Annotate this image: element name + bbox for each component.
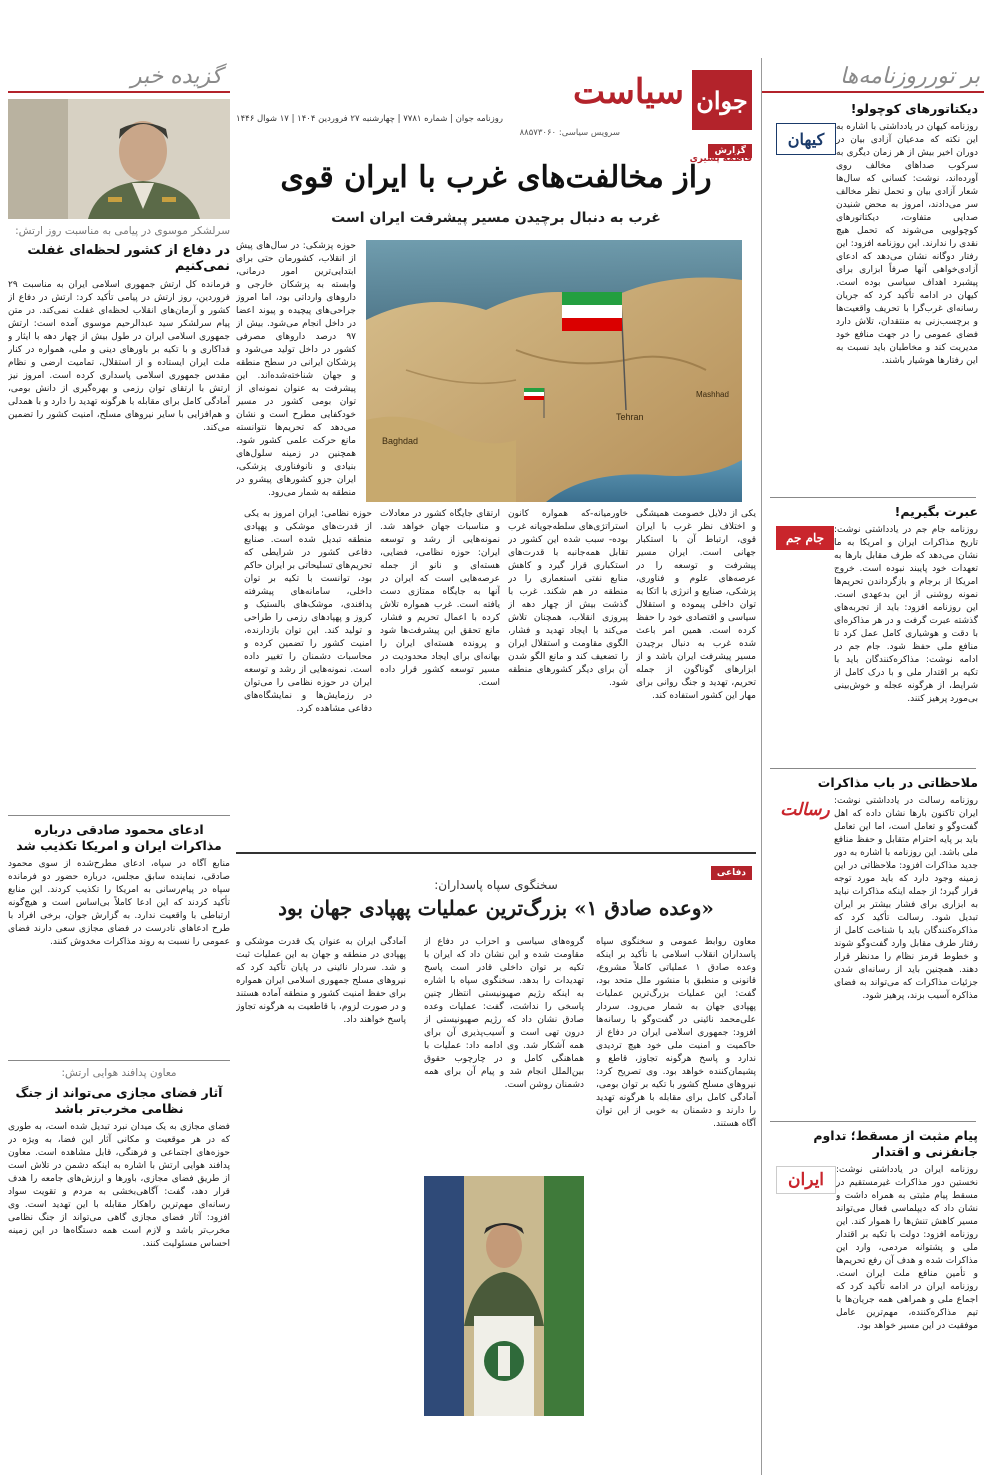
left-story-1-title: در دفاع از کشور لحظه‌ای غفلت نمی‌کنیم <box>27 243 230 274</box>
masthead-section: سیاست <box>573 72 684 112</box>
portrait-illustration <box>8 99 230 219</box>
spokesman-illustration <box>424 1176 584 1416</box>
lead-col-4 <box>508 508 628 838</box>
right-story-4 <box>762 1128 984 1414</box>
right-story-2 <box>762 504 984 762</box>
right-story-3-body: روزنامه رسالت در یادداشتی نوشت: ایران تاکنون بارها نشان داده که اهل گفت‌وگو و تعامل است، اما این تعامل باید بر پایه احترام متقابل و حفظ منافع ملی باشد. این روزنامه با اشاره به دور جدید مذاکرات افزود: ملاحظاتی در این زمینه وجود دارد که باید مورد توجه قرار گیرد؛ از جمله اینکه مذاکرات نباید به ابزاری برای فشار بیشتر بر ایران تبدیل شود. رسالت تأکید کرد که مذاکره‌کنندگان باید با شناخت کامل از رفتار طرف مقابل وارد گفت‌وگو شوند و خطوط قرمز نظام را مدنظر قرار دهند. همچنین باید از رسانه‌ای شدن جزئیات مذاکرات که می‌تواند به فضای مذاکره آسیب بزند، پرهیز شود. <box>834 796 978 1001</box>
right-column-title: بر تورروزنامه‌ها <box>762 58 984 93</box>
map-label-baghdad: Baghdad <box>382 436 419 446</box>
right-story-2-body: روزنامه جام جم در یادداشتی نوشت: تاریخ مذاکرات ایران و امریکا به ما نشان می‌دهد که طرف مقابل بارها به تعهدات خود پایبند نبوده است. خروج امریکا از برجام و بازگرداندن تحریم‌ها نمونه روشنی از این بدعهدی است. این روزنامه افزود: باید از تجربه‌های گذشته عبرت گرفت و در هر مذاکره‌ای با دقت و هوشیاری کامل عمل کرد تا منافع ملی حفظ شود. جام جم در ادامه نوشت: مذاکره‌کنندگان باید با تکیه بر اقتدار ملی و با درک کامل از شرایط، از هرگونه عجله و خوش‌بینی بی‌مورد پرهیز کنند. <box>834 525 978 704</box>
lead-lower-cols <box>236 508 756 838</box>
report-tag-label: گزارش <box>708 144 752 158</box>
lead-col-2 <box>244 508 372 838</box>
lead-col-3 <box>380 508 500 838</box>
lead-col-5-text: یکی از دلایل خصومت همیشگی و اختلاف نظر غرب با ایران قوی، ارتباط آن با استکبار جهانی است. ایران مسیر پیشرفت و توسعه را در عرصه‌های علوم و فناوری، پزشکی، صنایع و انرژی با اتکا به توان داخلی پیموده و استقلال سیاسی و اقتصادی خود را حفظ کرده است. همین امر باعث شده غرب به دنبال برچیدن مسیر پیشرفت ایران باشد و از ابزارهای گوناگون از جمله تحریم، تهدید و جنگ روانی برای مهار این کشور استفاده کند. <box>636 509 756 701</box>
right-story-1-body: روزنامه کیهان در یادداشتی با اشاره به این نکته که مدعیان آزادی بیان در دوران اخیر بیش از هر زمان دیگری به سرکوب صداهای مخالف روی آورده‌اند، نوشت: کسانی که سال‌ها شعار آزادی بیان و تحمل نظر مخالف سر می‌دادند، امروز به محض شنیدن صدایی متفاوت، دیکتاتورهای کوچولویی می‌شوند که تحمل هیچ نقدی را ندارند. این روزنامه افزود: این رفتار دوگانه نشان می‌دهد که ادعای آزادی‌خواهی آنها صرفاً ابزاری برای پیشبرد اهداف سیاسی بوده است. کیهان در ادامه تأکید کرد که جریان رسانه‌ای غرب‌گرا با تحریف واقعیت‌ها و برچسب‌زنی به منتقدان، تلاش دارد فضای عمومی را در جهت منافع خود مدیریت کند و مخاطبان باید نسبت به این رفتارها هوشیار باشند. <box>836 122 978 366</box>
lead-col-5 <box>636 508 756 838</box>
mid-story-tag-wrap <box>711 860 752 880</box>
mid-story-headline: «وعده صادق ۱» بزرگ‌ترین عملیات پهپادی جهان بود <box>278 896 714 920</box>
masthead-logo <box>692 70 752 130</box>
lead-col-1-text: حوزه پزشکی: در سال‌های پیش از انقلاب، کشورمان حتی برای ابتدایی‌ترین امور درمانی، وابسته به پزشکان خارجی و داروهای وارداتی بود، اما امروز جراحی‌های پیچیده و پیوند اعضا در داخل انجام می‌شود. بیش از ۹۷ درصد داروهای مصرفی کشور در داخل تولید می‌شود و پزشکان ایرانی در سطح منطقه و جهان شناخته‌شده‌اند. این پیشرفت به عنوان نمونه‌ای از توان بومی کشور در مسیر خودکفایی مطرح است و نشان می‌دهد که تحریم‌ها نتوانسته مانع حرکت علمی کشور شود. همچنین در زمینه سلول‌های بنیادی و نانوفناوری پزشکی، ایران جزو کشورهای پیشرو در منطقه به شمار می‌رود. <box>236 241 356 498</box>
mid-col-3-text: آمادگی ایران به عنوان یک قدرت موشکی و پهپادی در منطقه و جهان به این عملیات ثبت و شد. سردار نائینی در پایان تأکید کرد که نیروهای مسلح جمهوری اسلامی ایران همواره برای حفظ امنیت کشور و منطقه آماده هستند و در صورت لزوم، با قاطعیت به هرگونه تجاوز پاسخ خواهند داد. <box>236 937 406 1025</box>
right-story-4-body: روزنامه ایران در یادداشتی نوشت: نخستین دور مذاکرات غیرمستقیم در مسقط پیام مثبتی به همراه داشت و نشان داد که دیپلماسی فعال می‌تواند مسیر کاهش تنش‌ها را هموار کند. این روزنامه افزود: دولت با تکیه بر اقتدار ملی و پشتوانه مردمی، وارد این مذاکرات شده و هدف آن رفع تحریم‌ها و تأمین منافع ملت ایران است. روزنامه ایران در ادامه تأکید کرد که اجماع ملی و همراهی همه جریان‌ها با تیم مذاکره‌کننده، مهم‌ترین عامل موفقیت در این مسیر خواهد بود. <box>836 1165 978 1331</box>
masthead-info: روزنامه جوان | شماره ۷۷۸۱ | چهارشنبه ۲۷ فروردین ۱۴۰۴ | ۱۷ شوال ۱۴۴۶ <box>236 114 503 124</box>
mid-story <box>236 852 756 1419</box>
lead-subhead: غرب به دنبال برچیدن مسیر پیشرفت ایران است <box>331 210 661 226</box>
right-story-4-title: پیام مثبت از مسقط؛ تداوم جانفزنی و اقتدار <box>813 1128 978 1159</box>
lead-headline: راز مخالفت‌های غرب با ایران قوی <box>280 160 712 195</box>
resalat-logo <box>776 797 834 823</box>
resalat-logo-text: رسالت <box>780 800 830 820</box>
lead-col-4-text: خاورمیانه-که همواره کانون استراتژی‌های سلطه‌جویانه غرب بوده- سبب شده این کشور در تقابل همه‌جانبه با قدرت‌های استکباری قرار گیرد و کاهش منابع نفتی استعماری را در منطقه در هم شکند. غرب با گذشت بیش از چهار دهه از پیروزی انقلاب، همچنان تلاش می‌کند با ایجاد تهدید و فشار، الگوی مقاومت و استقلال ایران را تضعیف کند و مانع الگو شدن آن برای دیگر کشورهای منطقه شود. <box>508 509 628 688</box>
right-story-3 <box>762 775 984 1115</box>
divider <box>8 1060 230 1061</box>
divider <box>770 1121 976 1122</box>
mid-col-3 <box>236 936 406 1416</box>
left-column <box>8 58 230 1417</box>
left-story-3-title: آثار فضای مجازی می‌تواند از جنگ نظامی مخرب‌تر باشد <box>15 1085 223 1116</box>
lead-col-3-text: ارتقای جایگاه کشور در معادلات و مناسبات جهان خواهد شد. نمونه‌هایی از رشد و توسعه ایران: حوزه نظامی، فضایی، هسته‌ای و نانو از جمله عرصه‌هایی است که ایران در آنها به جایگاه ممتازی دست یافته است. غرب همواره تلاش کرده با اعمال تحریم و فشار، مانع تحقق این پیشرفت‌ها شود و پرونده هسته‌ای ایران را بهانه‌ای برای ایجاد محدودیت در مسیر توسعه کشور قرار داده است. <box>380 509 500 688</box>
kayhan-logo-text: کیهان <box>787 129 825 149</box>
right-story-1 <box>762 93 984 491</box>
map-illustration <box>366 240 742 502</box>
mid-story-kicker: سخنگوی سپاه پاسداران: <box>434 878 558 892</box>
divider <box>8 815 230 816</box>
right-story-3-title: ملاحظاتی در باب مذاکرات <box>817 775 978 790</box>
left-story-2-title: ادعای محمود صادقی درباره مذاکرات ایران و امریکا تکذیب شد <box>16 822 222 853</box>
masthead <box>236 70 756 164</box>
masthead-logo-text: جوان <box>696 85 748 115</box>
left-story-3-kicker: معاون پدافند هوایی ارتش: <box>61 1067 177 1079</box>
iran-logo-text: ایران <box>787 1170 825 1190</box>
mid-col-1 <box>596 936 756 1416</box>
lead-map-photo <box>366 240 742 502</box>
kayhan-logo <box>776 123 836 155</box>
map-label-mashhad: Mashhad <box>696 390 729 399</box>
left-story-1-body: فرمانده کل ارتش جمهوری اسلامی ایران به مناسبت ۲۹ فروردین، روز ارتش در پیامی تأکید کرد: ارتش در دفاع از کشور و آرمان‌های انقلاب لحظه‌ای غفلت نمی‌کند. در متن پیام سرلشکر سید عبدالرحیم موسوی آمده است: ارتش جمهوری اسلامی ایران در طول بیش از چهار دهه با ایثار و فداکاری و با تکیه بر باورهای دینی و ملی، همواره در کنار ملت ایران ایستاده و از استقلال، تمامیت ارضی و نظام مقدس جمهوری اسلامی پاسداری کرده است. امروز نیز ارتش با ارتقای توان رزمی و بهره‌گیری از دانش بومی، آمادگی کامل برای مقابله با هرگونه تهدید را دارد و با همدلی و هم‌افزایی با سایر نیروهای مسلح، امنیت کشور را تضمین می‌کند. <box>8 280 230 433</box>
masthead-service: سرویس سیاسی: ۸۸۵۷۳۰۶۰ <box>519 128 620 138</box>
spokesman-photo <box>424 1176 584 1416</box>
right-column <box>761 58 984 1475</box>
mid-col-2-text: گروه‌های سیاسی و احزاب در دفاع از مقاومت شده و این نشان داد که ایران با تکیه بر توان داخلی قادر است پاسخ تهدیدات را بدهد. سخنگوی سپاه با اشاره به اینکه رژیم صهیونیستی انتظار چنین پاسخی را نداشت، گفت: عملیات وعده صادق نشان داد که رژیم صهیونیستی از درون تهی است و آسیب‌پذیری آن برای همه آشکار شد. وی ادامه داد: عملیات با هماهنگی کامل و در چارچوب حقوق بین‌الملل انجام شد و پیام آن برای همه دشمنان روشن است. <box>424 937 584 1090</box>
right-story-2-title: عبرت بگیریم! <box>894 504 978 519</box>
divider <box>770 497 976 498</box>
jamejam-logo-text: جام جم <box>785 531 825 545</box>
center-area <box>236 0 756 1417</box>
mid-story-tag: دفاعی <box>711 866 752 880</box>
mid-col-1-text: معاون روابط عمومی و سخنگوی سپاه پاسداران انقلاب اسلامی با تأکید بر اینکه وعده صادق ۱ عملیاتی کاملاً مشروع، قانونی و منطبق با منشور ملل متحد بود، گفت: این عملیات بزرگ‌ترین عملیات پهپادی جهان به شمار می‌رود. سردار علی‌محمد نائینی در گفت‌وگو با رسانه‌ها افزود: جمهوری اسلامی ایران در دفاع از حاکمیت و امنیت ملی خود هیچ تردیدی ندارد و پاسخ هرگونه تجاوز، قاطع و پشیمان‌کننده خواهد بود. وی تصریح کرد: نیروهای مسلح کشور با تکیه بر توان بومی، آمادگی کامل برای مقابله با هرگونه تهدید را دارند و دشمنان به خوبی از این توان آگاه هستند. <box>596 937 756 1129</box>
army-commander-photo <box>8 99 230 219</box>
left-story-2-body: منابع آگاه در سپاه، ادعای مطرح‌شده از سوی محمود صادقی، نماینده سابق مجلس، درباره حضور دو فرمانده سپاه در پیام‌رسانی به امریکا را تکذیب کردند. این منابع تأکید کردند که این ادعا کاملاً بی‌اساس است و هیچ‌گونه ارتباطی با واقعیت ندارد. به گزارش جوان، برخی افراد با طرح ادعاهای نادرست در فضای مجازی سعی دارند فضای عمومی را نسبت به روند مذاکرات مخدوش کنند. <box>8 859 230 947</box>
lead-col-1 <box>236 240 356 502</box>
lead-col-2-text: حوزه نظامی: ایران امروز به یکی از قدرت‌های موشکی و پهپادی منطقه تبدیل شده است. صنایع دفاعی کشور در شرایطی که تحریم‌های تسلیحاتی بر ایران حاکم بود، توانست با تکیه بر توان داخلی، سامانه‌های پیشرفته پدافندی، موشک‌های بالستیک و کروز و پهپادهای رزمی را طراحی و تولید کند. این توان بازدارنده، امنیت کشور را تضمین کرده و محاسبات دشمنان را تغییر داده است. نمونه‌هایی از رشد و توسعه ایران در حوزه نظامی را می‌توان در رزمایش‌ها و نمایشگاه‌های دفاعی مشاهده کرد. <box>244 509 372 714</box>
iran-logo <box>776 1166 836 1194</box>
right-story-1-title: دیکتاتورهای کوچولو! <box>850 101 978 116</box>
iran-flag-large <box>562 292 622 331</box>
report-author: فاطمه پسیری <box>689 154 752 164</box>
mid-col-2 <box>424 936 584 1168</box>
jamejam-logo <box>776 526 834 550</box>
left-column-title: گزیده خبر <box>8 58 230 93</box>
divider <box>770 768 976 769</box>
left-story-3-body: فضای مجازی به یک میدان نبرد تبدیل شده است، به طوری که در هر موقعیت و مکانی آثار این فضا، به ویژه در حوزه‌های اجتماعی و فرهنگی، قابل مشاهده است. معاون پدافند هوایی ارتش با اشاره به اینکه دشمن در تلاش است از طریق فضای مجازی، باورها و ارزش‌های جامعه را هدف قرار دهد، گفت: آگاهی‌بخشی به مردم و تقویت سواد رسانه‌ای مهم‌ترین راهکار مقابله با این تهدید است. وی افزود: آثار فضای مجازی گاهی می‌تواند از جنگ نظامی مخرب‌تر باشد و لازم است همه دستگاه‌ها در این زمینه احساس مسئولیت کنند. <box>8 1122 230 1249</box>
map-label-tehran: Tehran <box>616 412 644 422</box>
left-story-1-kicker: سرلشکر موسوی در پیامی به مناسبت روز ارتش: <box>15 225 230 237</box>
